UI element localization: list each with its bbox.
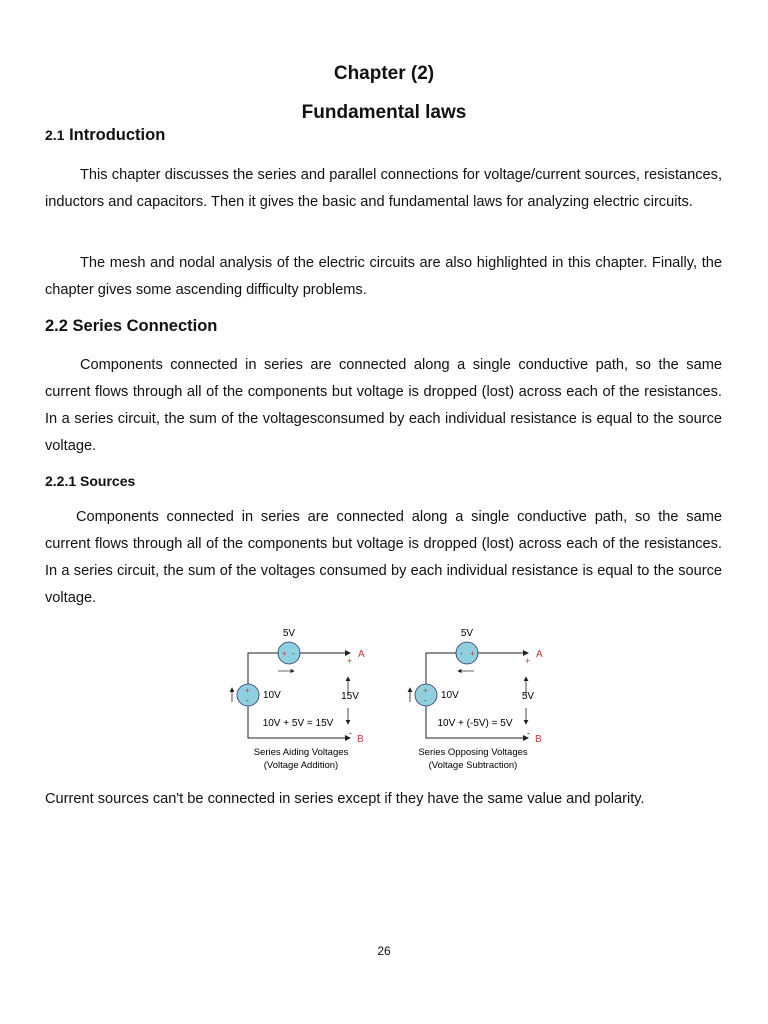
series-paragraph: Components connected in series are connected along a single conductive path, so the same current flows through all of the components but voltage is dropped (lost) across each of the resistances. In a series circuit, the sum of the voltagesconsumed by each individual resistance is equal to the source voltage. <box>45 357 722 454</box>
caption-line-1: Series Opposing Voltages <box>418 747 528 758</box>
svg-text:+: + <box>347 656 353 666</box>
svg-text:-: - <box>246 696 249 705</box>
caption-line-1: Series Aiding Voltages <box>253 747 349 758</box>
terminal-a-label: A <box>358 649 365 660</box>
left-source-label: 10V <box>441 690 459 701</box>
terminal-b-label: B <box>357 734 364 745</box>
svg-text:+: + <box>525 656 531 666</box>
intro-paragraph-1: This chapter discusses the series and parallel connections for voltage/current sources, resistances, inductors and capacitors. Then it gives the basic and fundamental laws for analyzing electric circuits. <box>45 167 722 210</box>
top-source-label: 5V <box>282 628 296 639</box>
terminal-a-label: A <box>536 649 543 660</box>
caption-line-2: (Voltage Addition) <box>263 760 339 771</box>
subsection-heading-sources: 2.2.1 Sources <box>45 473 136 489</box>
svg-text:-: - <box>424 696 427 705</box>
total-voltage-label: 5V <box>521 691 535 702</box>
section-number: 2.1 <box>45 127 65 143</box>
svg-text:+: + <box>245 686 250 695</box>
sources-paragraph: Components connected in series are connected along a single conductive path, so the same current flows through all of the components but voltage is dropped (lost) across each of the resistances. In a series circuit, the sum of the voltages consumed by each individual resistance is equal to the source voltage. <box>45 509 722 606</box>
svg-text:-: - <box>460 649 463 658</box>
top-source-label: 5V <box>460 628 474 639</box>
svg-text:-: - <box>527 728 530 738</box>
current-sources-note: Current sources can't be connected in series except if they have the same value and polarity. <box>45 791 645 807</box>
svg-text:+: + <box>470 649 475 658</box>
section-heading-series: 2.2 Series Connection <box>45 317 218 335</box>
svg-text:-: - <box>292 649 295 658</box>
left-source-label: 10V <box>263 690 281 701</box>
chapter-subtitle: Fundamental laws <box>301 102 467 123</box>
equation-label: 10V + 5V = 15V <box>262 718 334 729</box>
section-heading-introduction <box>45 126 165 145</box>
series-voltage-figure <box>220 620 550 780</box>
chapter-title: Chapter (2) <box>333 63 435 84</box>
series-opposing-circuit <box>410 628 543 771</box>
total-voltage-label: 15V <box>341 691 359 702</box>
section-title: Introduction <box>69 126 166 144</box>
svg-text:+: + <box>282 649 287 658</box>
series-aiding-circuit <box>232 628 365 771</box>
caption-line-2: (Voltage Subtraction) <box>428 760 518 771</box>
svg-text:+: + <box>423 686 428 695</box>
svg-text:-: - <box>349 728 352 738</box>
equation-label: 10V + (-5V) = 5V <box>437 718 513 729</box>
terminal-b-label: B <box>535 734 542 745</box>
intro-paragraph-2: The mesh and nodal analysis of the electric circuits are also highlighted in this chapter. Finally, the chapter gives some ascending difficulty problems. <box>45 255 722 298</box>
page-number: 26 <box>377 944 391 958</box>
